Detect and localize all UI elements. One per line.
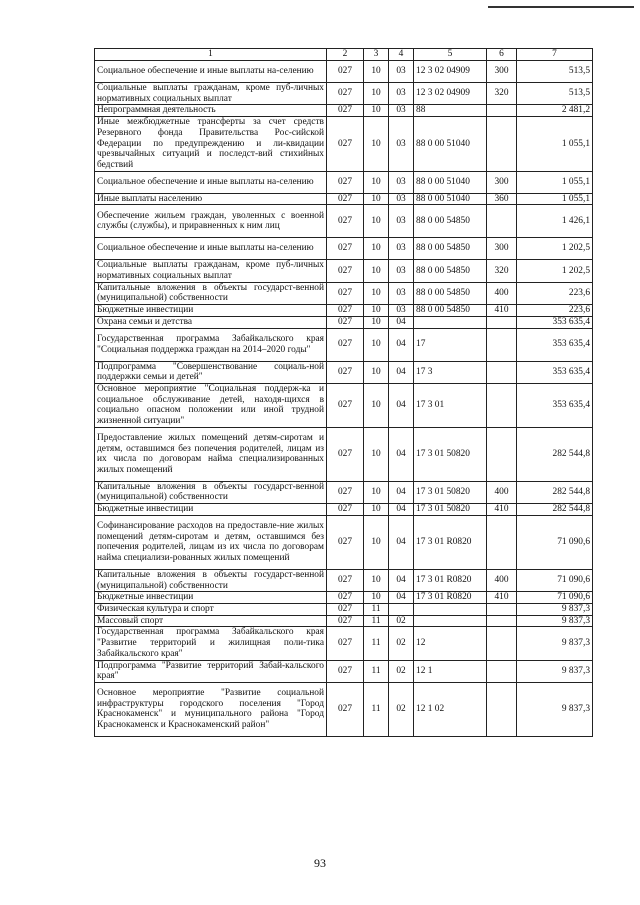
subsection-code-cell: 03	[389, 205, 414, 238]
target-article-code-cell	[414, 603, 487, 615]
section-code-cell: 10	[364, 171, 389, 193]
amount-cell: 71 090,6	[517, 569, 593, 591]
budget-item-name-cell: Капитальные вложения в объекты государст-венной (муниципальной) собственности	[95, 569, 327, 591]
ministry-code-cell: 027	[327, 569, 364, 591]
ministry-code-cell: 027	[327, 627, 364, 660]
target-article-code-cell: 88 0 00 54850	[414, 238, 487, 260]
expense-type-code-cell: 320	[487, 83, 517, 105]
target-article-code-cell: 17 3 01 R0820	[414, 515, 487, 569]
expense-type-code-cell	[487, 627, 517, 660]
table-row	[95, 592, 593, 604]
expense-type-code-cell: 410	[487, 504, 517, 516]
budget-item-name-cell: Основное мероприятие "Социальная поддерж-ка и социальное обслуживание детей, находя-щихся в социально опасном положении или иной трудной жизненной ситуации"	[95, 383, 327, 427]
budget-item-name-cell: Охрана семьи и детства	[95, 316, 327, 328]
budget-item-name-cell: Социальные выплаты гражданам, кроме пуб-личных нормативных социальных выплат	[95, 260, 327, 282]
section-code-cell: 10	[364, 61, 389, 83]
subsection-code-cell: 03	[389, 282, 414, 304]
expense-type-code-cell: 360	[487, 193, 517, 205]
subsection-code-cell: 03	[389, 117, 414, 172]
section-code-cell: 11	[364, 627, 389, 660]
table-row	[95, 569, 593, 591]
ministry-code-cell: 027	[327, 305, 364, 317]
amount-cell: 223,6	[517, 282, 593, 304]
table-row	[95, 117, 593, 172]
target-article-code-cell: 17 3	[414, 361, 487, 383]
budget-item-name-cell: Обеспечение жильем граждан, уволенных с военной службы (службы), и приравненных к ним лиц	[95, 205, 327, 238]
target-article-code-cell: 17 3 01	[414, 383, 487, 427]
section-code-cell: 10	[364, 569, 389, 591]
ministry-code-cell: 027	[327, 592, 364, 604]
table-row	[95, 83, 593, 105]
budget-item-name-cell: Капитальные вложения в объекты государст-венной (муниципальной) собственности	[95, 282, 327, 304]
target-article-code-cell: 88 0 00 54850	[414, 305, 487, 317]
header-cell: 1	[95, 49, 327, 61]
budget-item-name-cell: Социальное обеспечение и иные выплаты на-селению	[95, 238, 327, 260]
budget-item-name-cell: Подпрограмма "Развитие территорий Забай-кальского края"	[95, 660, 327, 682]
expense-type-code-cell: 300	[487, 61, 517, 83]
subsection-code-cell: 02	[389, 682, 414, 736]
ministry-code-cell: 027	[327, 515, 364, 569]
header-cell: 6	[487, 49, 517, 61]
target-article-code-cell: 88 0 00 54850	[414, 205, 487, 238]
table-row	[95, 627, 593, 660]
ministry-code-cell: 027	[327, 282, 364, 304]
section-code-cell: 10	[364, 260, 389, 282]
expense-type-code-cell	[487, 660, 517, 682]
expense-type-code-cell	[487, 328, 517, 361]
section-code-cell: 10	[364, 282, 389, 304]
budget-table	[94, 48, 593, 737]
target-article-code-cell: 88 0 00 54850	[414, 260, 487, 282]
budget-item-name-cell: Подпрограмма "Совершенствование социаль-ной поддержки семьи и детей"	[95, 361, 327, 383]
ministry-code-cell: 027	[327, 117, 364, 172]
target-article-code-cell: 88 0 00 51040	[414, 171, 487, 193]
amount-cell: 353 635,4	[517, 383, 593, 427]
ministry-code-cell: 027	[327, 328, 364, 361]
expense-type-code-cell	[487, 205, 517, 238]
table-row	[95, 193, 593, 205]
budget-item-name-cell: Иные выплаты населению	[95, 193, 327, 205]
top-rule	[488, 6, 634, 8]
amount-cell: 513,5	[517, 61, 593, 83]
budget-item-name-cell: Бюджетные инвестиции	[95, 504, 327, 516]
header-cell: 3	[364, 49, 389, 61]
subsection-code-cell: 04	[389, 328, 414, 361]
ministry-code-cell: 027	[327, 171, 364, 193]
expense-type-code-cell: 410	[487, 305, 517, 317]
amount-cell: 223,6	[517, 305, 593, 317]
target-article-code-cell: 17 3 01 R0820	[414, 592, 487, 604]
table-row	[95, 361, 593, 383]
header-cell: 4	[389, 49, 414, 61]
expense-type-code-cell	[487, 615, 517, 627]
subsection-code-cell: 03	[389, 193, 414, 205]
table-row	[95, 481, 593, 503]
section-code-cell: 11	[364, 615, 389, 627]
table-row	[95, 328, 593, 361]
ministry-code-cell: 027	[327, 504, 364, 516]
table-row	[95, 260, 593, 282]
expense-type-code-cell	[487, 316, 517, 328]
amount-cell: 71 090,6	[517, 515, 593, 569]
subsection-code-cell: 03	[389, 61, 414, 83]
ministry-code-cell: 027	[327, 615, 364, 627]
target-article-code-cell: 17	[414, 328, 487, 361]
section-code-cell: 10	[364, 361, 389, 383]
budget-item-name-cell: Государственная программа Забайкальского края "Развитие территорий и жилищная поли-тика Забайкальского края"	[95, 627, 327, 660]
expense-type-code-cell: 400	[487, 481, 517, 503]
section-code-cell: 10	[364, 328, 389, 361]
amount-cell: 513,5	[517, 83, 593, 105]
section-code-cell: 10	[364, 193, 389, 205]
expense-type-code-cell	[487, 361, 517, 383]
table-row	[95, 171, 593, 193]
amount-cell: 1 055,1	[517, 117, 593, 172]
table-row	[95, 205, 593, 238]
expense-type-code-cell	[487, 515, 517, 569]
table-row	[95, 105, 593, 117]
table-row	[95, 61, 593, 83]
target-article-code-cell: 17 3 01 50820	[414, 481, 487, 503]
expense-type-code-cell	[487, 427, 517, 481]
budget-item-name-cell: Бюджетные инвестиции	[95, 305, 327, 317]
table-row	[95, 515, 593, 569]
target-article-code-cell: 17 3 01 50820	[414, 504, 487, 516]
expense-type-code-cell	[487, 105, 517, 117]
ministry-code-cell: 027	[327, 260, 364, 282]
budget-item-name-cell: Государственная программа Забайкальского края "Социальная поддержка граждан на 2014–2020 годы"	[95, 328, 327, 361]
budget-item-name-cell: Социальные выплаты гражданам, кроме пуб-личных нормативных социальных выплат	[95, 83, 327, 105]
target-article-code-cell: 12	[414, 627, 487, 660]
section-code-cell: 10	[364, 383, 389, 427]
budget-item-name-cell: Бюджетные инвестиции	[95, 592, 327, 604]
amount-cell: 2 481,2	[517, 105, 593, 117]
table-row	[95, 682, 593, 736]
table-row	[95, 282, 593, 304]
ministry-code-cell: 027	[327, 61, 364, 83]
subsection-code-cell: 03	[389, 305, 414, 317]
section-code-cell: 10	[364, 515, 389, 569]
expense-type-code-cell: 410	[487, 592, 517, 604]
amount-cell: 9 837,3	[517, 660, 593, 682]
table-row	[95, 383, 593, 427]
table-row	[95, 316, 593, 328]
table-row	[95, 603, 593, 615]
section-code-cell: 10	[364, 481, 389, 503]
ministry-code-cell: 027	[327, 193, 364, 205]
expense-type-code-cell	[487, 383, 517, 427]
ministry-code-cell: 027	[327, 427, 364, 481]
expense-type-code-cell: 320	[487, 260, 517, 282]
amount-cell: 1 202,5	[517, 260, 593, 282]
amount-cell: 282 544,8	[517, 427, 593, 481]
section-code-cell: 11	[364, 660, 389, 682]
subsection-code-cell: 03	[389, 260, 414, 282]
target-article-code-cell: 88	[414, 105, 487, 117]
subsection-code-cell: 04	[389, 481, 414, 503]
subsection-code-cell: 03	[389, 105, 414, 117]
expense-type-code-cell: 300	[487, 238, 517, 260]
subsection-code-cell: 03	[389, 83, 414, 105]
section-code-cell: 10	[364, 316, 389, 328]
subsection-code-cell: 03	[389, 171, 414, 193]
section-code-cell: 10	[364, 105, 389, 117]
amount-cell: 9 837,3	[517, 615, 593, 627]
subsection-code-cell: 04	[389, 504, 414, 516]
budget-item-name-cell: Предоставление жилых помещений детям-сиротам и детям, оставшимся без попечения родителей, лицам из их числа по договорам найма специализированных жилых помещений	[95, 427, 327, 481]
subsection-code-cell: 04	[389, 361, 414, 383]
section-code-cell: 10	[364, 427, 389, 481]
expense-type-code-cell	[487, 117, 517, 172]
header-cell: 7	[517, 49, 593, 61]
section-code-cell: 10	[364, 83, 389, 105]
header-cell: 5	[414, 49, 487, 61]
subsection-code-cell: 04	[389, 515, 414, 569]
section-code-cell: 10	[364, 592, 389, 604]
table-row	[95, 427, 593, 481]
subsection-code-cell: 04	[389, 569, 414, 591]
section-code-cell: 10	[364, 117, 389, 172]
target-article-code-cell: 88 0 00 51040	[414, 193, 487, 205]
target-article-code-cell: 12 1 02	[414, 682, 487, 736]
amount-cell: 9 837,3	[517, 682, 593, 736]
budget-item-name-cell: Иные межбюджетные трансферты за счет средств Резервного фонда Правительства Рос-сийской Федерации по предупреждению и ли-квидации чрезвычайных ситуаций и последст-вий стихийных бедствий	[95, 117, 327, 172]
subsection-code-cell: 04	[389, 383, 414, 427]
subsection-code-cell	[389, 603, 414, 615]
subsection-code-cell: 04	[389, 592, 414, 604]
section-code-cell: 11	[364, 682, 389, 736]
target-article-code-cell: 17 3 01 R0820	[414, 569, 487, 591]
amount-cell: 353 635,4	[517, 361, 593, 383]
table-row	[95, 305, 593, 317]
budget-item-name-cell: Массовый спорт	[95, 615, 327, 627]
subsection-code-cell: 03	[389, 238, 414, 260]
budget-item-name-cell: Основное мероприятие "Развитие социальной инфраструктуры городского поселения "Город Краснокаменск" и муниципального района "Город Краснокаменск и Краснокаменский район"	[95, 682, 327, 736]
budget-item-name-cell: Капитальные вложения в объекты государст-венной (муниципальной) собственности	[95, 481, 327, 503]
expense-type-code-cell	[487, 682, 517, 736]
expense-type-code-cell: 400	[487, 282, 517, 304]
amount-cell: 353 635,4	[517, 328, 593, 361]
amount-cell: 9 837,3	[517, 627, 593, 660]
budget-item-name-cell: Социальное обеспечение и иные выплаты на-селению	[95, 61, 327, 83]
ministry-code-cell: 027	[327, 383, 364, 427]
page-number: 93	[314, 856, 326, 870]
expense-type-code-cell: 300	[487, 171, 517, 193]
table-row	[95, 615, 593, 627]
subsection-code-cell: 04	[389, 316, 414, 328]
table-row	[95, 660, 593, 682]
target-article-code-cell: 12 3 02 04909	[414, 83, 487, 105]
header-cell: 2	[327, 49, 364, 61]
ministry-code-cell: 027	[327, 83, 364, 105]
target-article-code-cell	[414, 316, 487, 328]
amount-cell: 282 544,8	[517, 481, 593, 503]
amount-cell: 282 544,8	[517, 504, 593, 516]
subsection-code-cell: 02	[389, 627, 414, 660]
section-code-cell: 10	[364, 205, 389, 238]
section-code-cell: 10	[364, 305, 389, 317]
amount-cell: 1 426,1	[517, 205, 593, 238]
amount-cell: 1 055,1	[517, 171, 593, 193]
section-code-cell: 11	[364, 603, 389, 615]
amount-cell: 9 837,3	[517, 603, 593, 615]
target-article-code-cell: 12 1	[414, 660, 487, 682]
header-row	[95, 49, 593, 61]
amount-cell: 353 635,4	[517, 316, 593, 328]
ministry-code-cell: 027	[327, 603, 364, 615]
section-code-cell: 10	[364, 504, 389, 516]
ministry-code-cell: 027	[327, 238, 364, 260]
target-article-code-cell: 12 3 02 04909	[414, 61, 487, 83]
ministry-code-cell: 027	[327, 682, 364, 736]
table-row	[95, 504, 593, 516]
section-code-cell: 10	[364, 238, 389, 260]
budget-item-name-cell: Физическая культура и спорт	[95, 603, 327, 615]
target-article-code-cell: 88 0 00 54850	[414, 282, 487, 304]
budget-item-name-cell: Софинансирование расходов на предоставле-ние жилых помещений детям-сиротам и детям, оставшимся без попечения родителей, лицам из их числа по договорам найма специализи-рованных жилых помещений	[95, 515, 327, 569]
ministry-code-cell: 027	[327, 105, 364, 117]
amount-cell: 71 090,6	[517, 592, 593, 604]
ministry-code-cell: 027	[327, 205, 364, 238]
ministry-code-cell: 027	[327, 361, 364, 383]
budget-item-name-cell: Непрограммная деятельность	[95, 105, 327, 117]
ministry-code-cell: 027	[327, 316, 364, 328]
table-row	[95, 238, 593, 260]
target-article-code-cell: 17 3 01 50820	[414, 427, 487, 481]
subsection-code-cell: 02	[389, 615, 414, 627]
ministry-code-cell: 027	[327, 481, 364, 503]
expense-type-code-cell: 400	[487, 569, 517, 591]
amount-cell: 1 055,1	[517, 193, 593, 205]
target-article-code-cell: 88 0 00 51040	[414, 117, 487, 172]
budget-item-name-cell: Социальное обеспечение и иные выплаты на-селению	[95, 171, 327, 193]
target-article-code-cell	[414, 615, 487, 627]
subsection-code-cell: 04	[389, 427, 414, 481]
ministry-code-cell: 027	[327, 660, 364, 682]
amount-cell: 1 202,5	[517, 238, 593, 260]
subsection-code-cell: 02	[389, 660, 414, 682]
expense-type-code-cell	[487, 603, 517, 615]
